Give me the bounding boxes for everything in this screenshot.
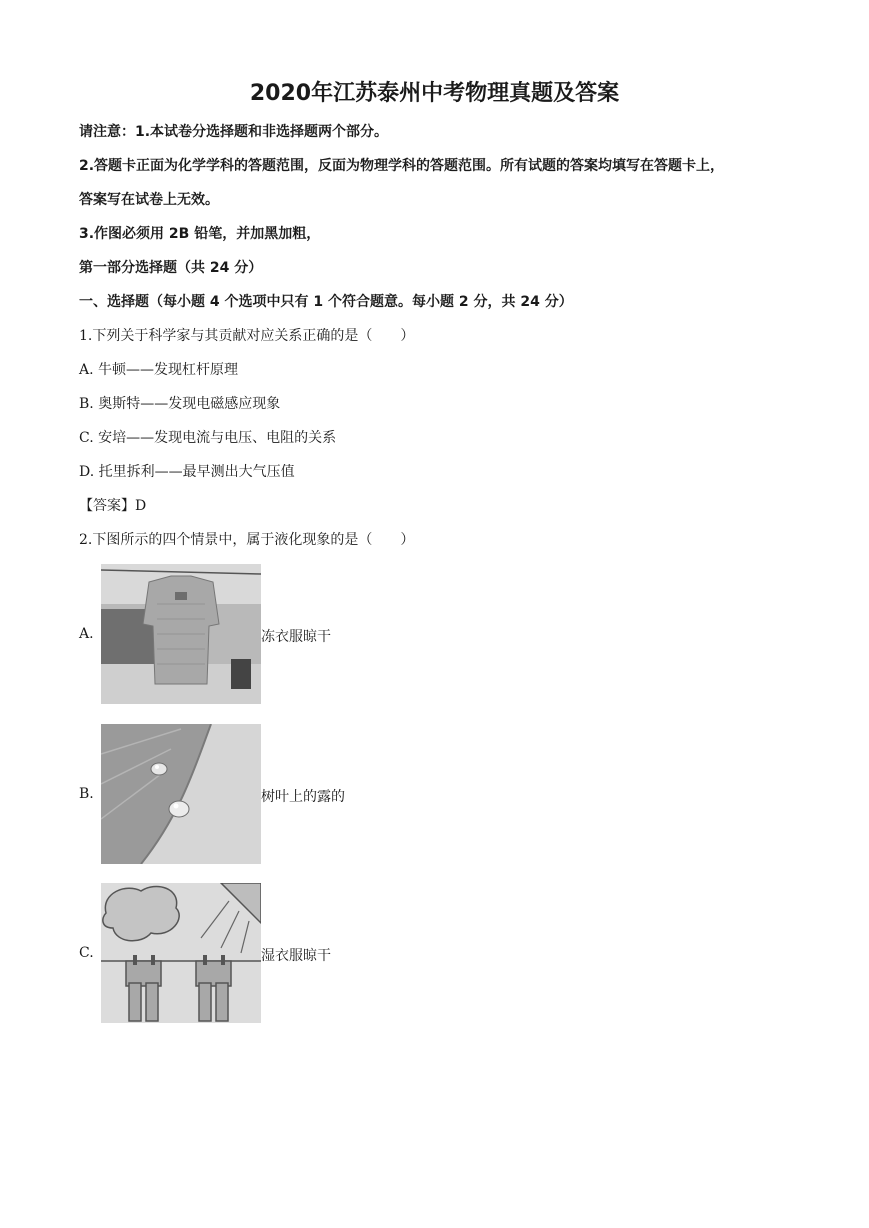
option-b-letter: B. (79, 786, 94, 802)
wet-clothes-image (101, 883, 261, 1023)
option-a-letter: A. (79, 626, 94, 642)
notice-2b: 答案写在试卷上无效。 (79, 192, 219, 208)
part-heading: 第一部分选择题（共 24 分） (79, 260, 263, 276)
notice-2a: 2.答题卡正面为化学学科的答题范围，反面为物理学科的答题范围。所有试题的答案均填写在答题卡上， (79, 158, 725, 174)
question-1-option-b: B. 奥斯特——发现电磁感应现象 (79, 396, 281, 412)
question-1-answer: 【答案】D (79, 498, 147, 514)
option-c-letter: C. (79, 945, 94, 961)
notice-3: 3.作图必须用 2B 铅笔，并加黑加粗， (79, 226, 321, 242)
notice-1: 请注意：1.本试卷分选择题和非选择题两个部分。 (79, 124, 389, 140)
question-1-option-d: D. 托里拆利——最早测出大气压值 (79, 464, 295, 480)
page-title: 2020年江苏泰州中考物理真题及答案 (249, 81, 620, 106)
dew-on-leaf-image (101, 724, 261, 864)
question-1-option-a: A. 牛顿——发现杠杆原理 (79, 362, 239, 378)
option-b-caption: 树叶上的露的 (261, 789, 345, 805)
section-heading: 一、选择题（每小题 4 个选项中只有 1 个符合题意。每小题 2 分，共 24 分） (79, 294, 573, 310)
option-c-caption: 湿衣服晾干 (261, 948, 331, 964)
question-2-stem: 2.下图所示的四个情景中，属于液化现象的是（ ） (79, 532, 415, 548)
frozen-clothes-image (101, 564, 261, 704)
option-a-caption: 冻衣服晾干 (261, 629, 331, 645)
question-1-stem: 1.下列关于科学家与其贡献对应关系正确的是（ ） (79, 328, 415, 344)
question-1-option-c: C. 安培——发现电流与电压、电阻的关系 (79, 430, 337, 446)
